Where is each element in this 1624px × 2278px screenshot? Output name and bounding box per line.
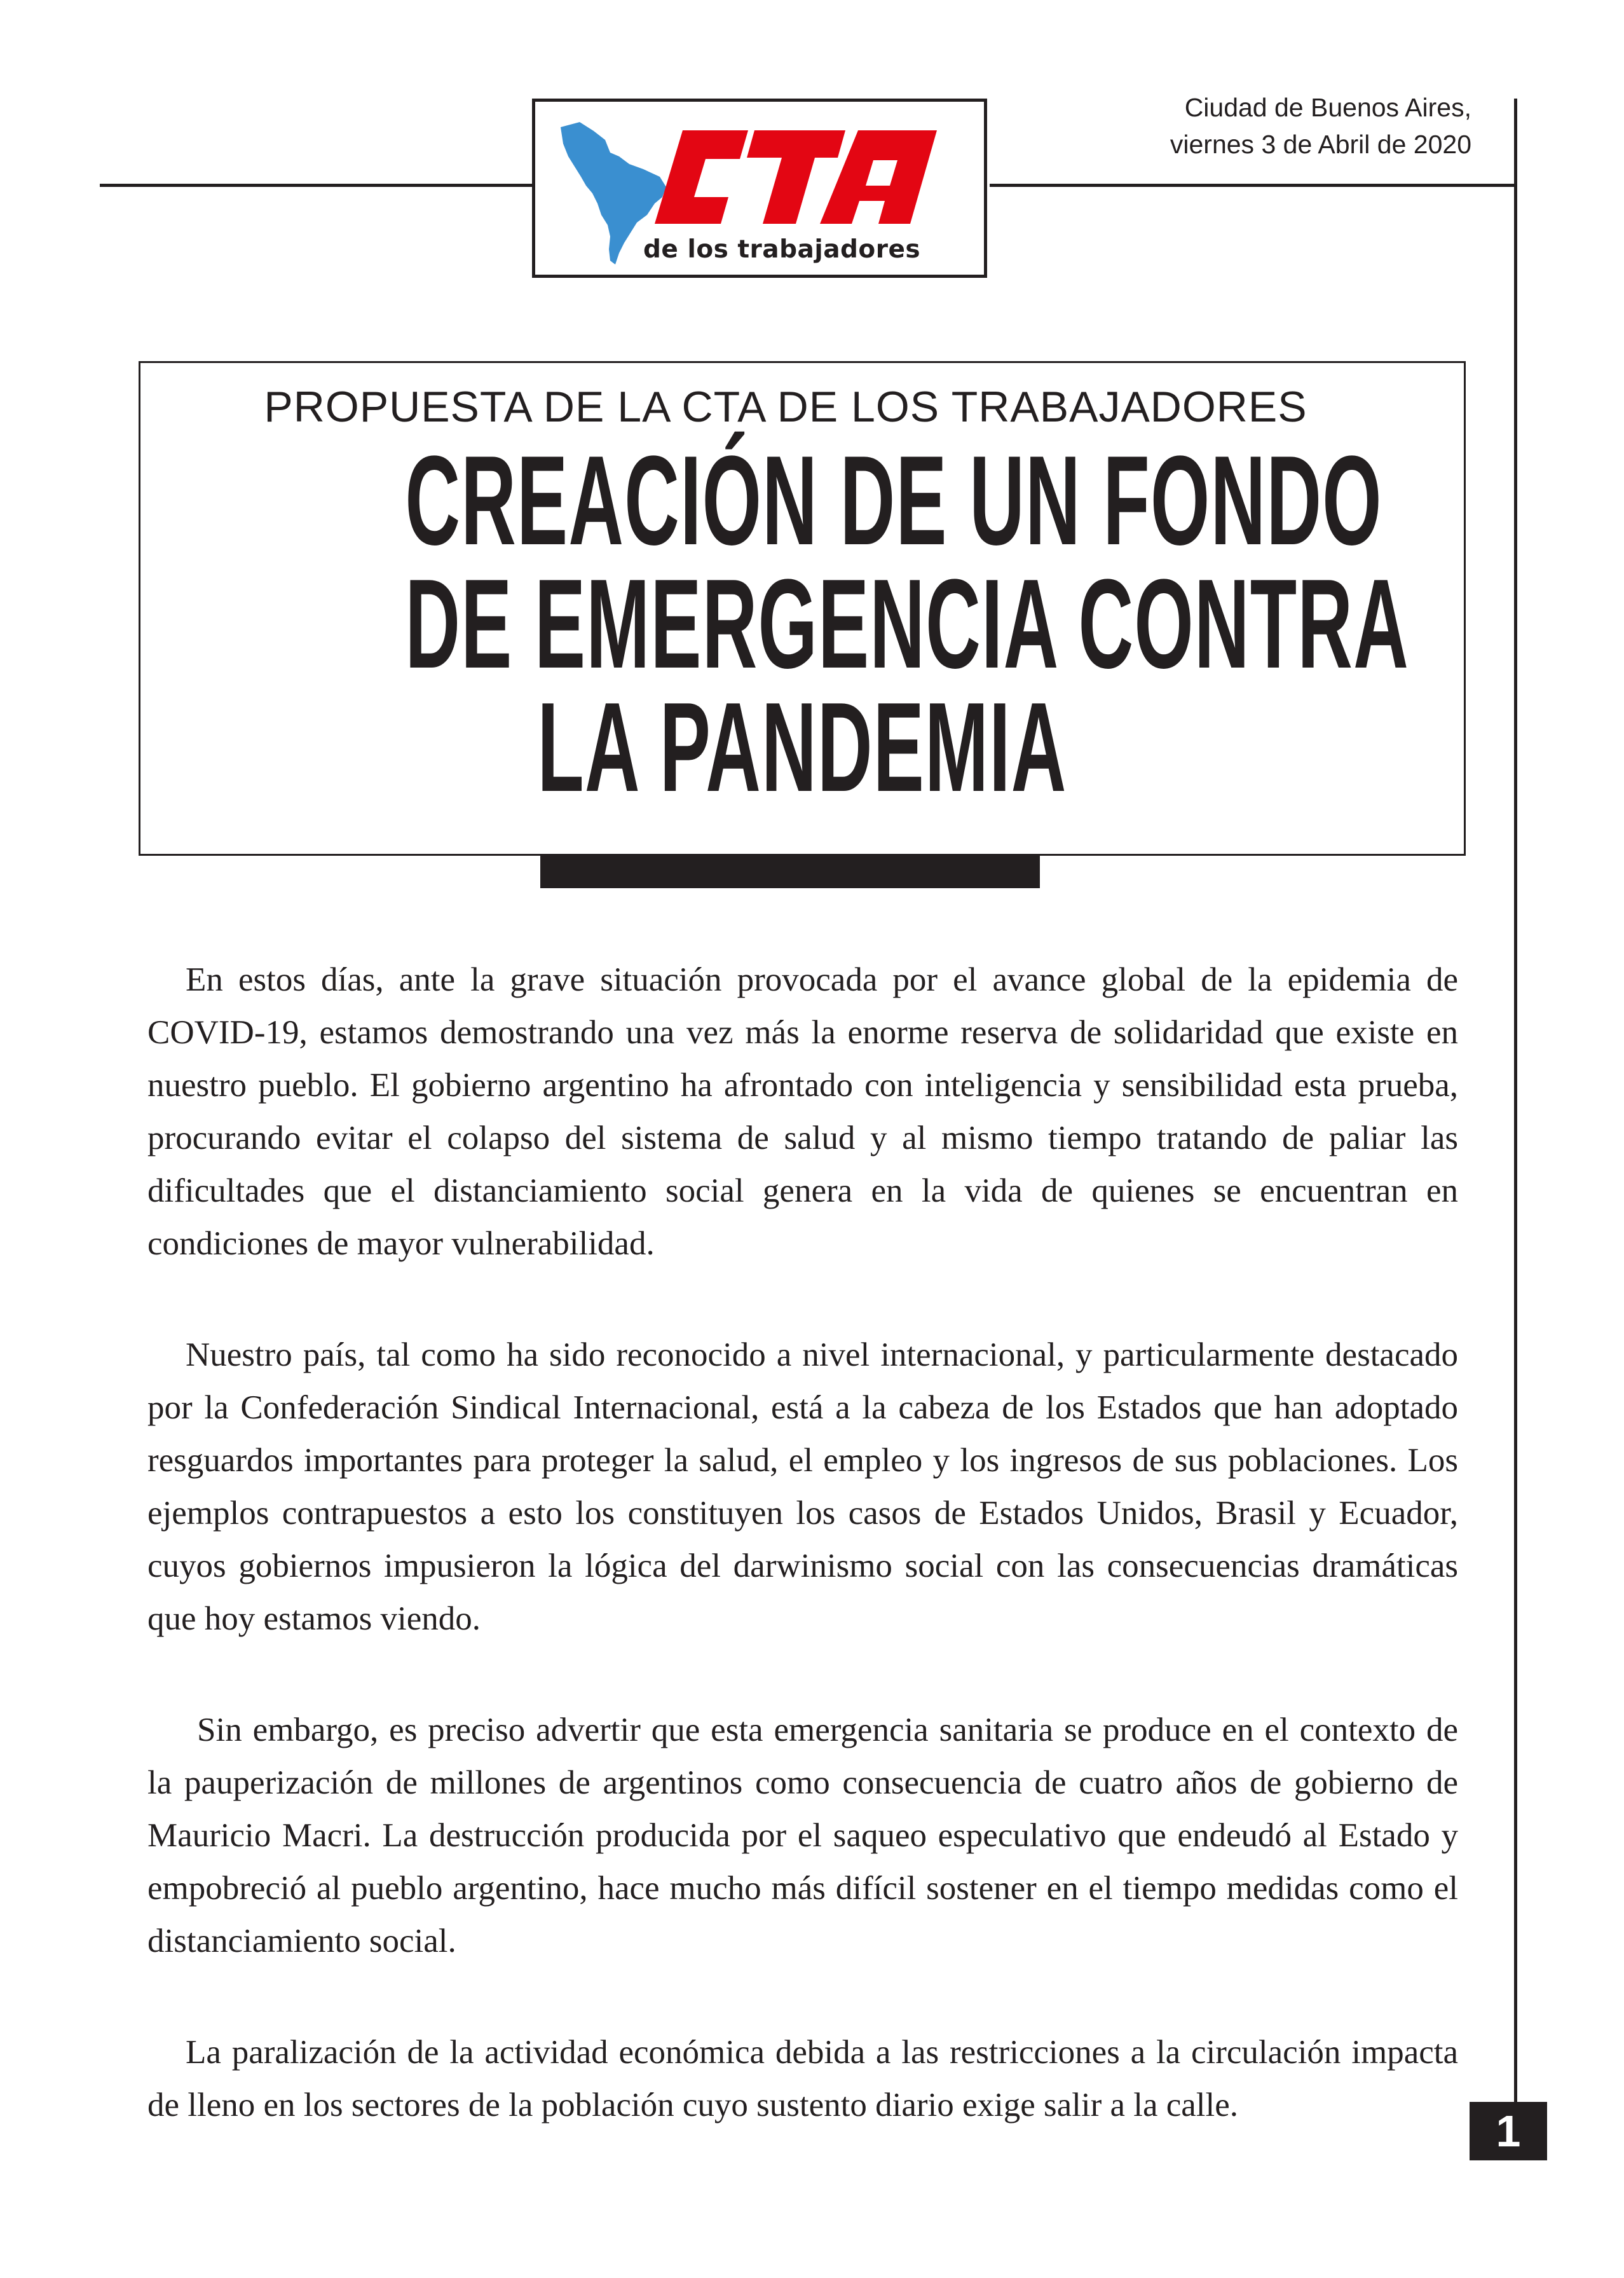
headline <box>140 430 1464 818</box>
dateline <box>1170 89 1471 163</box>
page-rule-vertical <box>1514 99 1517 2127</box>
headline-line: LA PANDEMIA <box>537 676 1067 818</box>
body-paragraph: En estos días, ante la grave situación provocada por el avance global de la epidemia de COVID-19, estamos demostrando una vez más la enorme reserva de solidaridad que existe en nuestro pueblo. El gobierno argentino ha afrontado con inteligencia y sensibilidad esta prueba, procurando evitar el colapso del sistema de salud y al mismo tiempo tratando de paliar las dificultades que el distanciamiento social genera en la vida de quienes se encuentran en condiciones de mayor vulnerabilidad. <box>147 961 1458 1262</box>
dateline-date: viernes 3 de Abril de 2020 <box>1170 130 1471 159</box>
page-number: 1 <box>1470 2102 1547 2160</box>
logo-subtitle: de los trabajadores <box>643 235 921 264</box>
headline-line: DE EMERGENCIA CONTRA <box>405 553 1410 695</box>
cta-logo <box>532 99 987 278</box>
body-paragraph: La paralización de la actividad económica debida a las restricciones a la circulación impacta de lleno en los sectores de la población cuyo sustento diario exige salir a la calle. <box>147 2034 1458 2124</box>
article-body <box>147 954 1458 2190</box>
cta-wordmark <box>655 130 937 224</box>
title-box <box>139 361 1466 856</box>
body-paragraph: Sin embargo, es preciso advertir que esta emergencia sanitaria se produce en el contexto de la pauperización de millones de argentinos como consecuencia de cuatro años de gobierno de Mauricio Macri. La destrucción producida por el saqueo especulativo que endeudó al Estado y empobreció al pueblo argentino, hace mucho más difícil sostener en el tiempo medidas como el distanciamiento social. <box>147 1712 1458 1959</box>
header-rule-right <box>990 184 1517 187</box>
kicker: PROPUESTA DE LA CTA DE LOS TRABAJADORES <box>264 383 1307 431</box>
headline-line: CREACIÓN DE UN FONDO <box>405 430 1382 572</box>
header-rule-left <box>100 184 534 187</box>
title-underbar <box>540 855 1040 888</box>
dateline-city: Ciudad de Buenos Aires, <box>1184 93 1471 122</box>
body-paragraph: Nuestro país, tal como ha sido reconocido a nivel internacional, y particularmente destacado por la Confederación Sindical Internacional, está a la cabeza de los Estados que han adoptado resguardos importantes para proteger la salud, el empleo y los ingresos de sus poblaciones. Los ejemplos contrapuestos a esto los constituyen los casos de Estados Unidos, Brasil y Ecuador, cuyos gobiernos impusieron la lógica del darwinismo social con las consecuencias dramáticas que hoy estamos viendo. <box>147 1336 1458 1637</box>
